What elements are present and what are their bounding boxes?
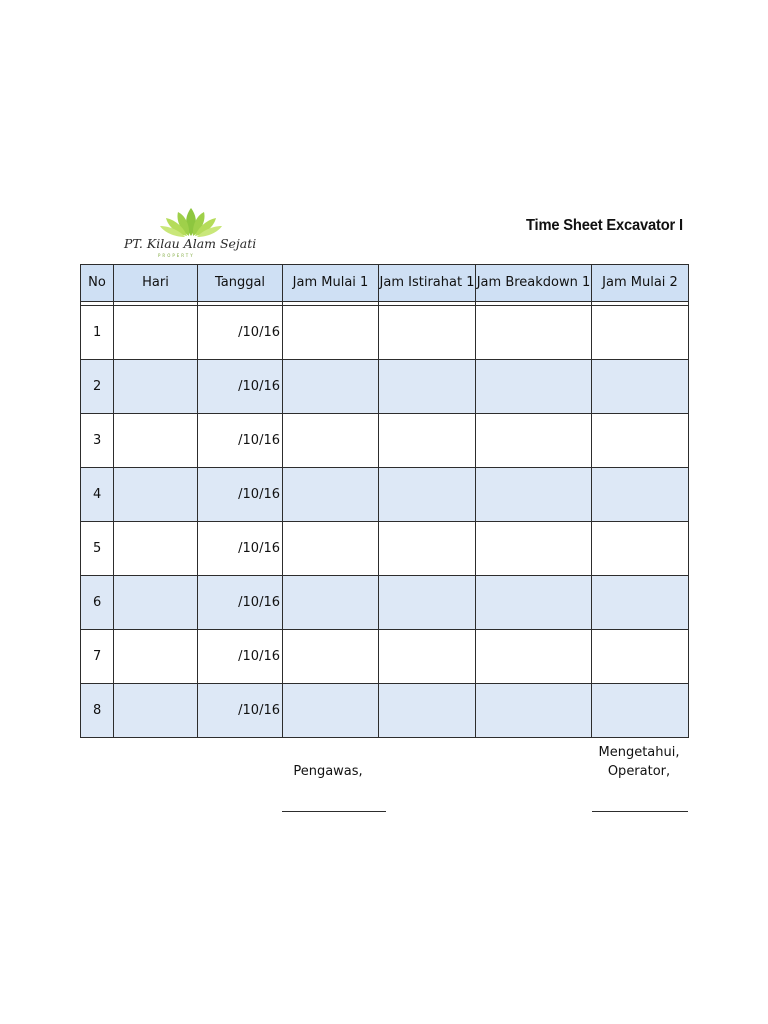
company-subtitle: PROPERTY — [158, 253, 195, 258]
cell-jam-istirahat-1[interactable] — [379, 360, 476, 414]
cell-jam-mulai-2[interactable] — [592, 684, 689, 738]
company-name: PT. Kilau Alam Sejati — [124, 236, 257, 251]
table-row — [81, 576, 689, 630]
cell-jam-istirahat-1[interactable] — [379, 522, 476, 576]
cell-no: 3 — [81, 414, 114, 468]
table-row — [81, 306, 689, 360]
cell-jam-mulai-1[interactable] — [283, 576, 379, 630]
cell-jam-mulai-2[interactable] — [592, 630, 689, 684]
cell-jam-breakdown-1[interactable] — [476, 360, 592, 414]
cell-jam-istirahat-1[interactable] — [379, 306, 476, 360]
cell-no: 8 — [81, 684, 114, 738]
signature-line-operator — [592, 811, 688, 812]
table-row — [81, 522, 689, 576]
cell-jam-mulai-1[interactable] — [283, 360, 379, 414]
cell-no: 4 — [81, 468, 114, 522]
cell-tanggal[interactable]: /10/16 — [198, 630, 283, 684]
cell-jam-mulai-1[interactable] — [283, 684, 379, 738]
cell-tanggal[interactable]: /10/16 — [198, 306, 283, 360]
signature-pengawas-label: Pengawas, — [293, 764, 363, 779]
column-header-jam-breakdown-1: Jam Breakdown 1 — [476, 265, 592, 302]
table-row — [81, 684, 689, 738]
cell-no: 1 — [81, 306, 114, 360]
cell-jam-istirahat-1[interactable] — [379, 468, 476, 522]
signature-mengetahui-label: Mengetahui, — [598, 745, 680, 760]
cell-jam-mulai-1[interactable] — [283, 522, 379, 576]
cell-no: 7 — [81, 630, 114, 684]
cell-jam-breakdown-1[interactable] — [476, 306, 592, 360]
cell-jam-breakdown-1[interactable] — [476, 414, 592, 468]
cell-jam-mulai-2[interactable] — [592, 414, 689, 468]
cell-jam-mulai-2[interactable] — [592, 306, 689, 360]
table-row — [81, 360, 689, 414]
cell-jam-breakdown-1[interactable] — [476, 684, 592, 738]
cell-tanggal[interactable]: /10/16 — [198, 414, 283, 468]
cell-jam-istirahat-1[interactable] — [379, 630, 476, 684]
cell-jam-istirahat-1[interactable] — [379, 684, 476, 738]
table-row — [81, 414, 689, 468]
signature-operator-label: Operator, — [607, 764, 671, 779]
column-header-jam-istirahat-1: Jam Istirahat 1 — [379, 265, 476, 302]
cell-no: 2 — [81, 360, 114, 414]
cell-jam-mulai-2[interactable] — [592, 576, 689, 630]
column-header-jam-mulai-2: Jam Mulai 2 — [592, 265, 689, 302]
document-title-wrapper — [520, 214, 688, 238]
column-header-tanggal: Tanggal — [198, 265, 283, 302]
cell-hari[interactable] — [114, 414, 198, 468]
table-row — [81, 468, 689, 522]
cell-jam-breakdown-1[interactable] — [476, 630, 592, 684]
timesheet-table — [80, 264, 689, 740]
table-row — [81, 630, 689, 684]
column-header-jam-mulai-1: Jam Mulai 1 — [283, 265, 379, 302]
cell-no: 5 — [81, 522, 114, 576]
cell-tanggal[interactable]: /10/16 — [198, 576, 283, 630]
signature-operator — [580, 743, 698, 781]
company-logo — [124, 206, 264, 262]
cell-jam-breakdown-1[interactable] — [476, 468, 592, 522]
cell-jam-istirahat-1[interactable] — [379, 576, 476, 630]
cell-hari[interactable] — [114, 630, 198, 684]
cell-hari[interactable] — [114, 306, 198, 360]
cell-jam-mulai-2[interactable] — [592, 522, 689, 576]
cell-hari[interactable] — [114, 468, 198, 522]
signature-line-pengawas — [282, 811, 386, 812]
cell-jam-mulai-1[interactable] — [283, 468, 379, 522]
cell-jam-mulai-1[interactable] — [283, 306, 379, 360]
cell-jam-mulai-2[interactable] — [592, 468, 689, 522]
cell-hari[interactable] — [114, 522, 198, 576]
lotus-leaf-icon — [156, 206, 226, 238]
cell-jam-mulai-2[interactable] — [592, 360, 689, 414]
cell-jam-istirahat-1[interactable] — [379, 414, 476, 468]
cell-tanggal[interactable]: /10/16 — [198, 360, 283, 414]
document-title: Time Sheet Excavator I — [526, 217, 683, 234]
cell-hari[interactable] — [114, 684, 198, 738]
column-header-no: No — [81, 265, 114, 302]
cell-hari[interactable] — [114, 360, 198, 414]
cell-tanggal[interactable]: /10/16 — [198, 522, 283, 576]
cell-jam-breakdown-1[interactable] — [476, 576, 592, 630]
cell-jam-breakdown-1[interactable] — [476, 522, 592, 576]
table-bottom-rule — [81, 738, 689, 741]
cell-tanggal[interactable]: /10/16 — [198, 684, 283, 738]
signature-pengawas — [268, 762, 388, 781]
table-header-row — [81, 265, 689, 302]
cell-no: 6 — [81, 576, 114, 630]
cell-jam-mulai-1[interactable] — [283, 630, 379, 684]
cell-hari[interactable] — [114, 576, 198, 630]
column-header-hari: Hari — [114, 265, 198, 302]
cell-tanggal[interactable]: /10/16 — [198, 468, 283, 522]
cell-jam-mulai-1[interactable] — [283, 414, 379, 468]
